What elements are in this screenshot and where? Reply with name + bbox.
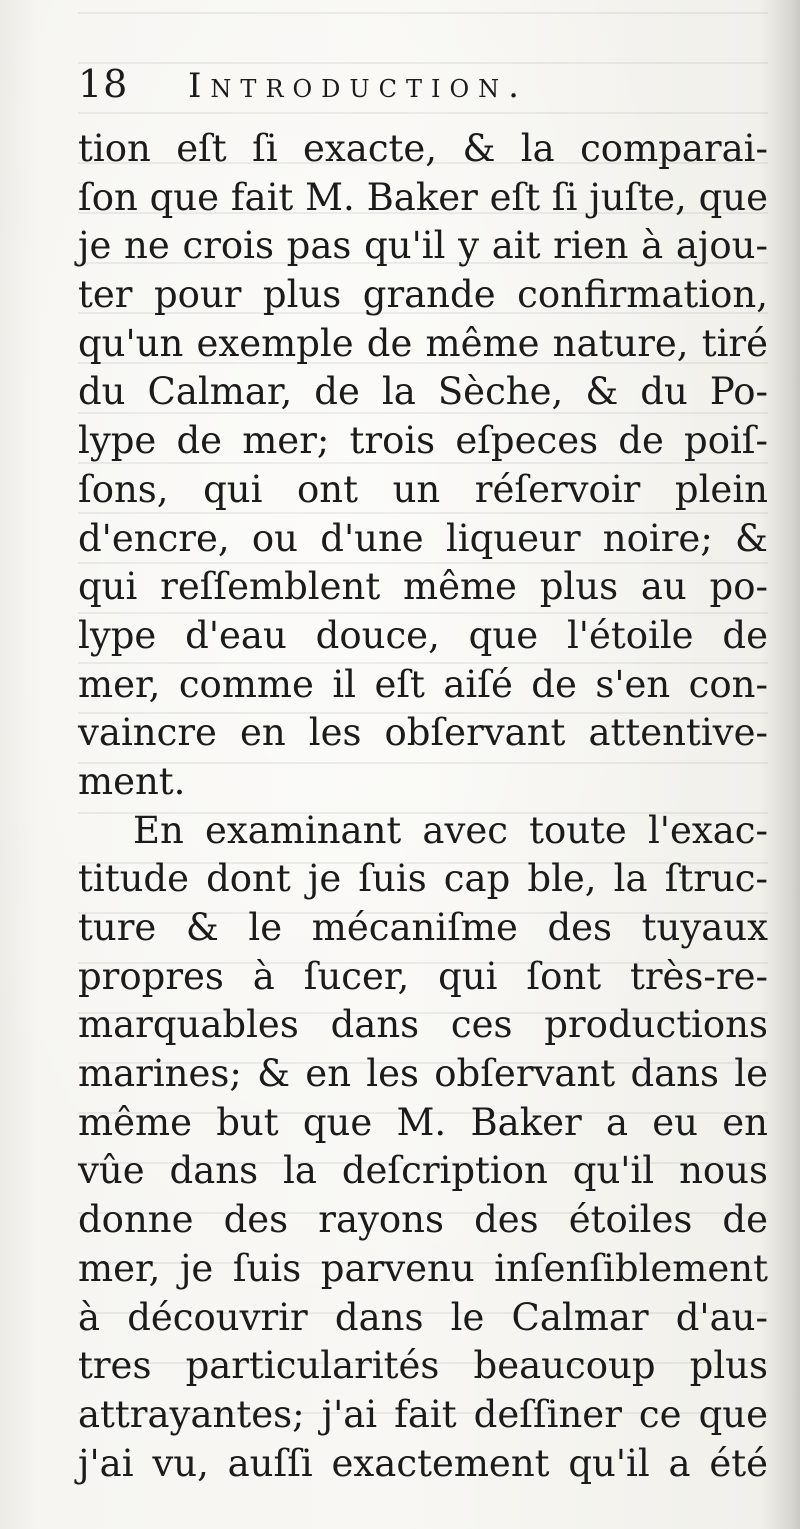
text-line: lype d'eau douce, que l'étoile de — [78, 613, 768, 657]
paragraph-1 — [78, 125, 768, 807]
text-line: tres particularités beaucoup plus — [78, 1344, 768, 1388]
text-line: mer, je ſuis parvenu inſenſiblement — [78, 1246, 768, 1290]
text-line: tion eſt ſi exacte, & la comparai- — [78, 127, 768, 170]
text-line: je ne crois pas qu'il y ait rien à ajou- — [78, 224, 768, 268]
page-number: 18 — [78, 62, 129, 106]
text-line: à découvrir dans le Calmar d'au- — [78, 1295, 768, 1339]
text-line: du Calmar, de la Sèche, & du Po- — [78, 370, 768, 414]
paragraph-2 — [78, 807, 768, 1489]
text-line: mer, comme il eſt aiſé de s'en con- — [78, 662, 768, 706]
page-header — [78, 62, 768, 114]
text-line: d'encre, ou d'une liqueur noire; & — [78, 516, 768, 560]
running-head: Introduction. — [188, 66, 528, 106]
text-line: qui reſſemblent même plus au po- — [78, 565, 768, 609]
text-line: même but que M. Baker a eu en — [78, 1100, 768, 1144]
text-line: donne des rayons des étoiles de — [78, 1198, 768, 1242]
text-line: vaincre en les obſervant attentive- — [78, 711, 768, 755]
text-line: titude dont je ſuis cap ble, la ſtruc- — [78, 857, 768, 901]
text-line: qu'un exemple de même nature, tiré — [78, 321, 768, 365]
text-line: ture & le mécaniſme des tuyaux — [78, 906, 768, 949]
text-line: marines; & en les obſervant dans le — [78, 1052, 768, 1096]
text-line: lype de mer; trois eſpeces de poiſ- — [78, 419, 768, 463]
text-line: ſons, qui ont un réſervoir plein — [78, 467, 768, 511]
text-line: marquables dans ces productions — [78, 1003, 768, 1047]
text-line: ment. — [78, 759, 186, 803]
text-line: attrayantes; j'ai fait deſſiner ce que — [78, 1392, 768, 1436]
body-text — [78, 125, 768, 1488]
text-line: ſon que fait M. Baker eſt ſi juſte, que — [78, 175, 768, 219]
text-line: En examinant avec toute l'exac- — [133, 808, 768, 852]
text-line: ter pour plus grande confirmation, — [78, 273, 768, 317]
text-line: vûe dans la deſcription qu'il nous — [78, 1149, 768, 1193]
text-line: j'ai vu, auſſi exactement qu'il a été — [78, 1441, 768, 1485]
text-line: propres à ſucer, qui ſont très-re- — [78, 954, 768, 998]
